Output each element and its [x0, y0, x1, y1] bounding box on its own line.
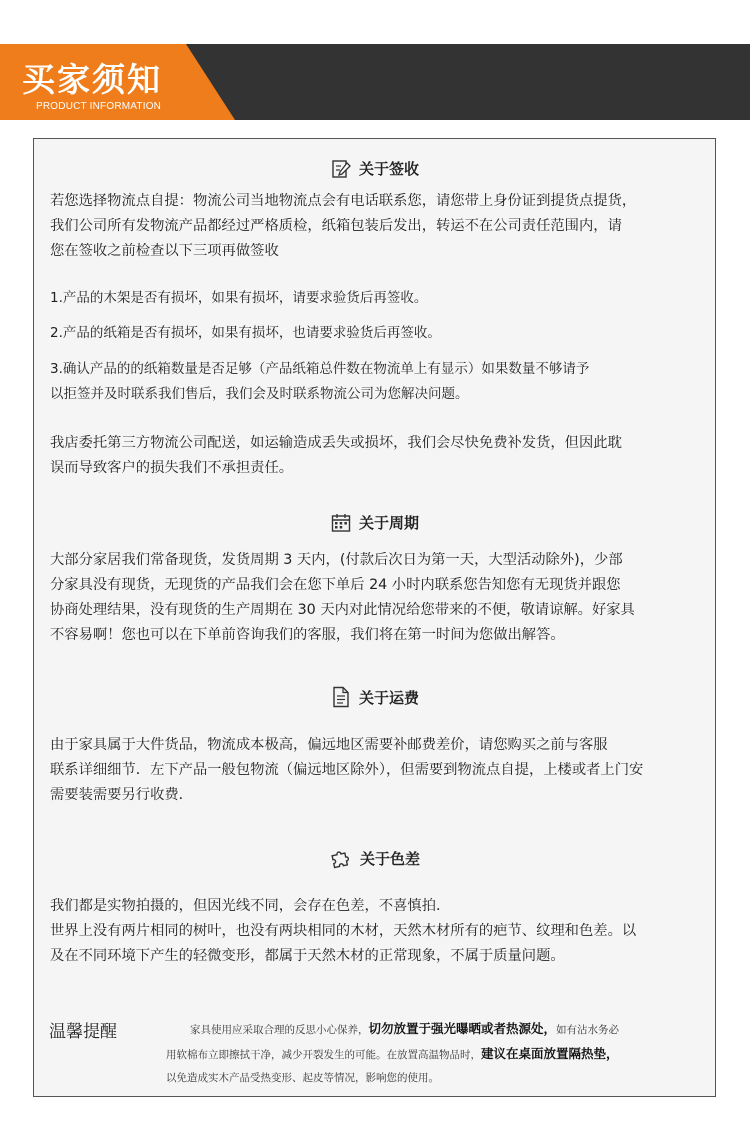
- section-title-cycle: [0, 512, 750, 533]
- reminder-label: 温馨提醒: [49, 1022, 117, 1042]
- cycle-text: [50, 548, 710, 648]
- text-line: 我们公司所有发物流产品都经过严格质检，纸箱包装后发出，转运不在公司责任范围内，请: [50, 218, 622, 234]
- page-subtitle: PRODUCT INFORMATION: [36, 101, 162, 112]
- signing-item-1: 1.产品的木架是否有损坏，如果有损坏，请要求验货后再签收。: [50, 290, 428, 306]
- puzzle-icon: [330, 849, 352, 869]
- page-title: 买家须知: [22, 60, 162, 99]
- section-title-color: [0, 848, 750, 869]
- text-line: 误而导致客户的损失我们不承担责任。: [50, 460, 294, 476]
- text-line: 我们都是实物拍摄的，但因光线不同，会存在色差，不喜慎拍．: [50, 898, 451, 914]
- text-line: 我店委托第三方物流公司配送，如运输造成丢失或损坏，我们会尽快免费补发货，但因此耽: [50, 435, 622, 451]
- section-title-signing: [0, 158, 750, 179]
- reminder-text-part: 如有沾水务必: [556, 1024, 620, 1036]
- text-line: 若您选择物流点自提：物流公司当地物流点会有电话联系您，请您带上身份证到提货点提货，: [50, 193, 637, 209]
- text-line: 您在签收之前检查以下三项再做签收: [50, 243, 279, 259]
- calendar-icon: [331, 513, 351, 533]
- reminder-text: [166, 1017, 711, 1090]
- text-line: 协商处理结果，没有现货的生产周期在 30 天内对此情况给您带来的不便，敬请谅解。好家具: [50, 602, 635, 618]
- signing-note: [50, 431, 710, 481]
- signing-item-2: 2.产品的纸箱是否有损坏，如果有损坏，也请要求验货后再签收。: [50, 325, 441, 341]
- section-title-text: 关于色差: [359, 850, 420, 868]
- reminder-line-1: [166, 1017, 711, 1042]
- text-line: 大部分家居我们常备现货，发货周期 3 天内，(付款后次日为第一天，大型活动除外)，少部: [50, 552, 623, 568]
- reminder-text-part: 用软棉布立即擦拭干净，减少开裂发生的可能。在放置高温物品时，: [166, 1049, 481, 1061]
- signing-item-3: [50, 357, 710, 407]
- text-line: 联系详细细节．左下产品一般包物流（偏远地区除外），但需要到物流点自提，上楼或者上门安: [50, 762, 644, 778]
- text-line: 不容易啊！您也可以在下单前咨询我们的客服，我们将在第一时间为您做出解答。: [50, 627, 565, 643]
- text-line: 以拒签并及时联系我们售后，我们会及时联系物流公司为您解决问题。: [50, 386, 469, 402]
- text-line: 3.确认产品的的纸箱数量是否足够（产品纸箱总件数在物流单上有显示）如果数量不够请予: [50, 361, 590, 377]
- reminder-text-part: 家具使用应采取合理的反思小心保养，: [190, 1024, 369, 1036]
- text-line: 及在不同环境下产生的轻微变形，都属于天然木材的正常现象，不属于质量问题。: [50, 948, 565, 964]
- pencil-note-icon: [331, 159, 351, 179]
- text-line: 需要装需要另行收费．: [50, 787, 193, 803]
- reminder-line-3: 以免造成实木产品受热变形、起皮等情况，影响您的使用。: [166, 1072, 439, 1084]
- section-title-text: 关于签收: [358, 160, 419, 178]
- reminder-line-2: [166, 1042, 711, 1067]
- section-title-text: 关于运费: [358, 688, 419, 707]
- reminder-emphasis: 建议在桌面放置隔热垫，: [481, 1046, 619, 1061]
- section-title-text: 关于周期: [358, 514, 419, 532]
- signing-intro: [50, 189, 710, 264]
- shipping-text: [50, 733, 710, 808]
- text-line: 分家具没有现货，无现货的产品我们会在您下单后 24 小时内联系您告知您有无现货并跟您: [50, 577, 621, 593]
- text-line: 由于家具属于大件货品，物流成本极高，偏远地区需要补邮费差价，请您购买之前与客服: [50, 737, 608, 753]
- color-text: [50, 894, 710, 969]
- section-title-shipping: [0, 686, 750, 708]
- reminder-emphasis: 切勿放置于强光曝晒或者热源处，: [368, 1021, 557, 1036]
- text-line: 世界上没有两片相同的树叶，也没有两块相同的木材，天然木材所有的疤节、纹理和色差。以: [50, 923, 637, 939]
- document-icon: [331, 686, 351, 708]
